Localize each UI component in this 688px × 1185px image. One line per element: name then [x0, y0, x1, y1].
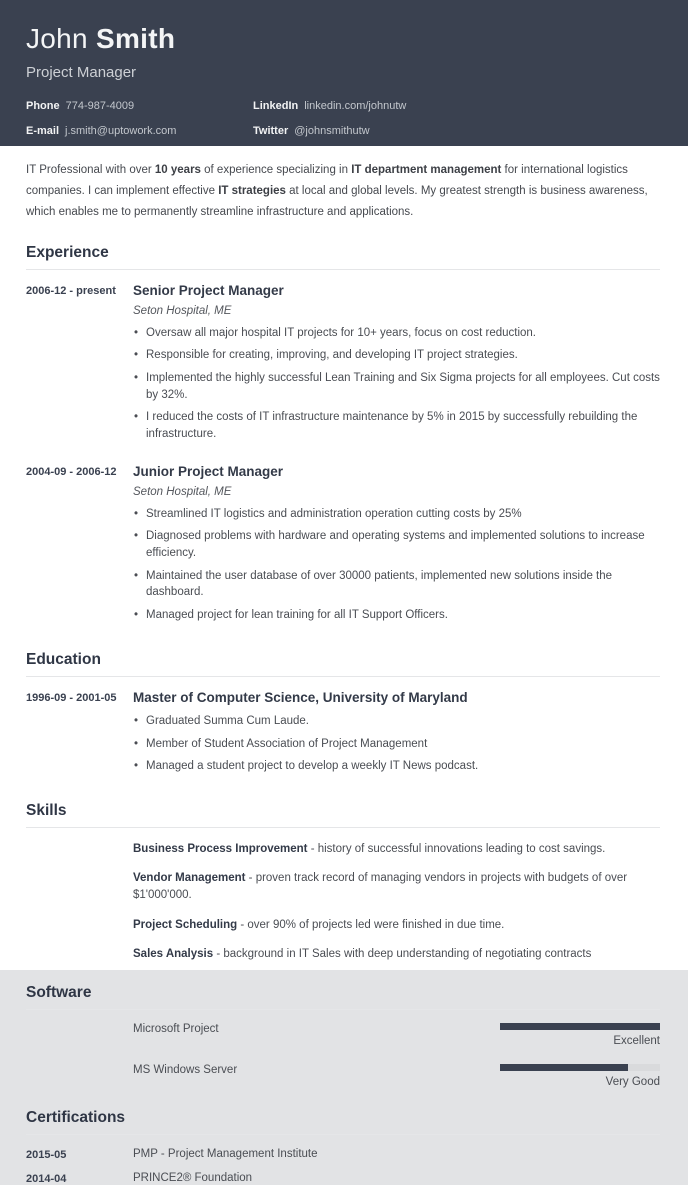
entry-date: 2006-12 - present [26, 284, 116, 297]
contact-value: 774-987-4009 [65, 100, 135, 112]
contacts-left [26, 100, 253, 150]
proficiency-level-label: Very Good [605, 1076, 660, 1089]
skill-name: Business Process Improvement [133, 842, 308, 855]
bullet-item: • Responsible for creating, improving, and developing IT project strategies. [133, 347, 660, 364]
contact-item [253, 100, 406, 112]
contact-info [26, 100, 660, 150]
software-list [26, 1023, 660, 1088]
entry-row [26, 283, 660, 449]
skill-name: Vendor Management [133, 872, 246, 885]
proficiency-bar-track [500, 1064, 660, 1071]
contact-item [26, 100, 253, 112]
skill-description: - history of successful innovations leading to cost savings. [307, 842, 606, 855]
certification-item [26, 1172, 660, 1185]
summary-bold-segment: 10 years [154, 164, 201, 176]
job-title: Project Manager [26, 64, 137, 81]
contact-value: @johnsmithutw [294, 125, 370, 137]
bullet-item: • Managed project for lean training for all IT Support Officers. [133, 607, 660, 624]
section-software [26, 984, 660, 1088]
bullet-item: • Implemented the highly successful Lean Training and Six Sigma projects for all employees. Cut costs by 32%. [133, 370, 660, 403]
education-heading: Education [26, 650, 101, 668]
experience-heading: Experience [26, 243, 109, 261]
software-name: Microsoft Project [133, 1023, 219, 1036]
summary-bold-segment: IT department management [351, 164, 502, 176]
skill-name: Project Scheduling [133, 918, 238, 931]
entry-title: Junior Project Manager [133, 463, 284, 479]
certifications-heading: Certifications [26, 1109, 126, 1127]
contact-label: Twitter [253, 125, 289, 137]
proficiency-bar-fill [500, 1064, 628, 1071]
proficiency-bar-fill [500, 1023, 660, 1030]
bullet-item: • Graduated Summa Cum Laude. [133, 713, 660, 730]
skill-name: Sales Analysis [133, 947, 214, 960]
bullet-item: • Streamlined IT logistics and administration operation cutting costs by 25% [133, 506, 660, 523]
education-entries [26, 690, 660, 781]
person-name [26, 23, 660, 55]
section-skills [26, 802, 660, 963]
summary-segment: IT Professional with over [26, 164, 155, 176]
bullet-item: • Diagnosed problems with hardware and operating systems and implemented solutions to increase efficiency. [133, 528, 660, 561]
summary-segment: for international logistics companies. I can implement effective [26, 164, 628, 197]
section-divider [26, 827, 660, 828]
entry-row [26, 690, 660, 781]
skill-description: - proven track record of managing vendors in projects with budgets of over $1'000'000. [133, 872, 628, 902]
section-divider [26, 1134, 660, 1135]
summary-text [26, 160, 660, 223]
bullet-list [133, 325, 660, 443]
skill-item [133, 946, 660, 963]
last-name: Smith [96, 23, 176, 54]
section-experience [26, 244, 660, 630]
entry-company: Seton Hospital, ME [133, 485, 232, 498]
section-divider [26, 269, 660, 270]
bullet-item: • Managed a student project to develop a weekly IT News podcast. [133, 758, 660, 775]
resume-body [0, 146, 688, 1185]
entry-company: Seton Hospital, ME [133, 304, 232, 317]
entry-content [133, 283, 660, 449]
contacts-right [253, 100, 406, 150]
contact-label: Phone [26, 100, 60, 112]
summary-segment: at local and global levels. My greatest strength is business awareness, which enables me to permanently streamline infrastructure and applications. [26, 184, 648, 218]
contact-label: E-mail [26, 125, 60, 137]
bullet-item: • I reduced the costs of IT infrastructure maintenance by 5% in 2015 by successfully rebuilding the infrastructure. [133, 409, 660, 442]
skills-heading: Skills [26, 801, 67, 819]
summary-segment: of experience specializing in [200, 164, 352, 176]
entry-content [133, 464, 660, 630]
summary-bold-segment: IT strategies [218, 184, 286, 197]
skill-description: - background in IT Sales with deep understanding of negotiating contracts [213, 947, 592, 960]
software-item [133, 1023, 660, 1047]
section-certifications [26, 1109, 660, 1185]
entry-row [26, 464, 660, 630]
bullet-item: • Member of Student Association of Project Management [133, 736, 660, 753]
certifications-list [26, 1148, 660, 1185]
contact-label: LinkedIn [253, 100, 299, 112]
certification-title: PRINCE2® Foundation [133, 1172, 253, 1185]
contact-item [253, 125, 406, 137]
certification-item [26, 1148, 660, 1161]
entry-title: Senior Project Manager [133, 282, 284, 298]
contact-item [26, 125, 253, 137]
software-heading: Software [26, 984, 92, 1002]
bullet-list [133, 713, 660, 775]
section-divider [26, 676, 660, 677]
proficiency-meter [500, 1064, 660, 1088]
entry-date: 1996-09 - 2001-05 [26, 691, 117, 704]
bullet-item: • Oversaw all major hospital IT projects for 10+ years, focus on cost reduction. [133, 325, 660, 342]
skill-item [133, 917, 660, 934]
certification-date: 2015-05 [26, 1149, 67, 1162]
proficiency-meter [500, 1023, 660, 1047]
first-name: John [26, 23, 96, 54]
section-divider [26, 1009, 660, 1010]
bullet-list [133, 506, 660, 624]
skill-item [133, 870, 660, 905]
proficiency-bar-track [500, 1023, 660, 1030]
certification-title: PMP - Project Management Institute [133, 1148, 318, 1161]
contact-value: j.smith@uptowork.com [65, 125, 177, 137]
bullet-item: • Maintained the user database of over 30000 patients, implemented new solutions inside the dashboard. [133, 568, 660, 601]
software-item [133, 1064, 660, 1088]
skill-item [133, 841, 660, 858]
contact-value: linkedin.com/johnutw [304, 100, 407, 112]
proficiency-level-label: Excellent [613, 1035, 660, 1048]
skill-description: - over 90% of projects led were finished in due time. [237, 918, 505, 931]
resume-header [0, 0, 688, 146]
software-name: MS Windows Server [133, 1064, 238, 1077]
experience-entries [26, 283, 660, 630]
certification-date: 2014-04 [26, 1173, 67, 1185]
entry-date: 2004-09 - 2006-12 [26, 465, 117, 478]
section-education [26, 651, 660, 781]
entry-title: Master of Computer Science, University of Maryland [133, 689, 468, 705]
skills-list [26, 841, 660, 963]
entry-content [133, 690, 660, 781]
